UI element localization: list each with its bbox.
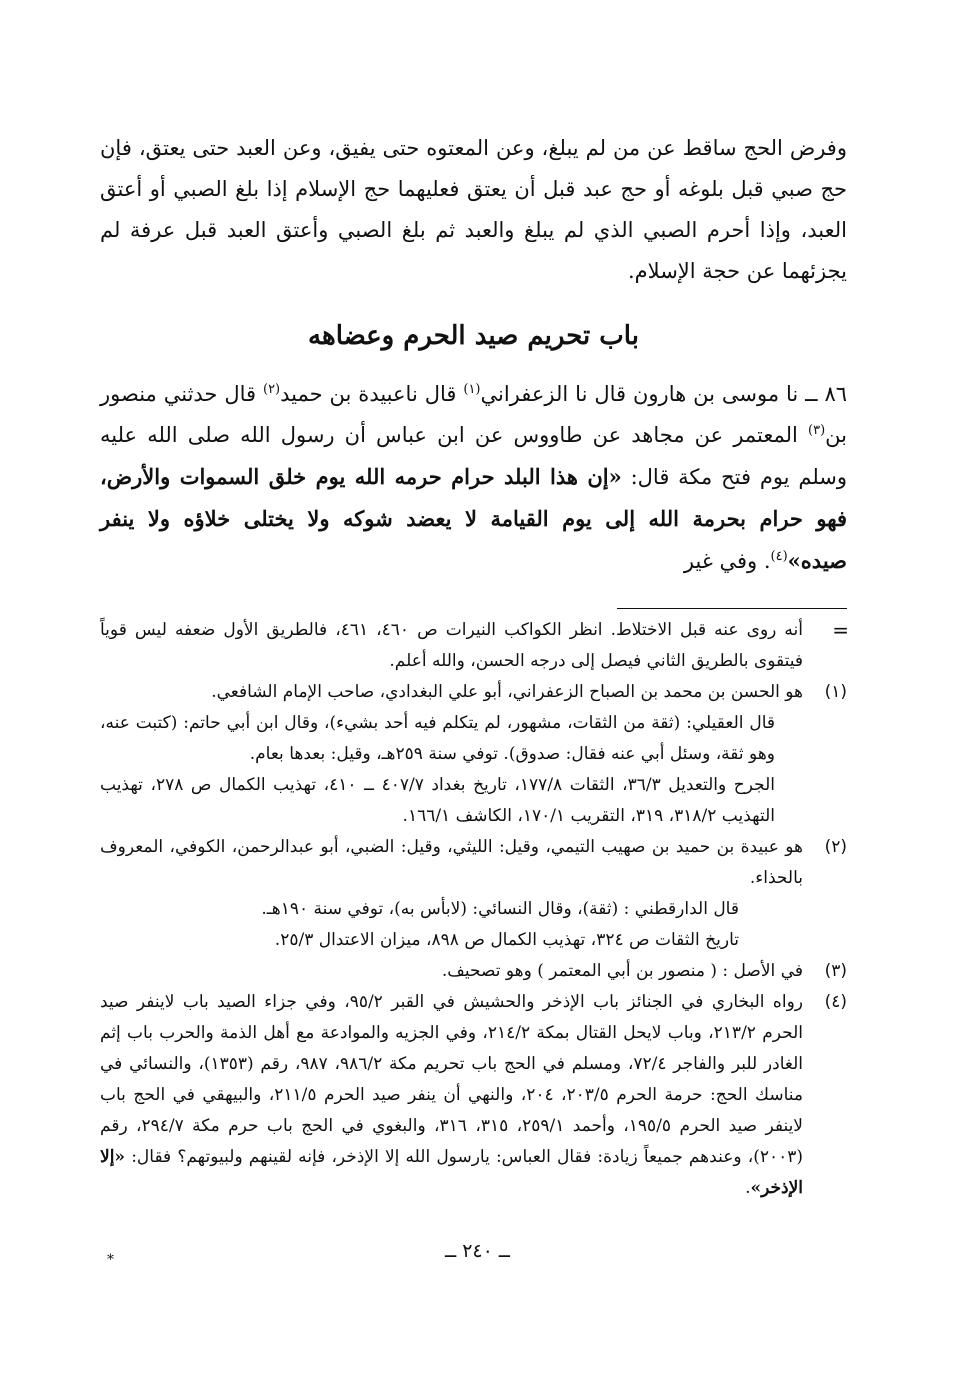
footnote-ref-4[interactable]: (٤) bbox=[770, 549, 788, 564]
footnote-marker: (١) bbox=[824, 682, 847, 702]
footnote-1 bbox=[100, 677, 847, 832]
footnote-marker: (٢) bbox=[824, 837, 847, 857]
footnote-text: . bbox=[745, 1178, 751, 1198]
footnote-marker: (٣) bbox=[824, 961, 847, 981]
footnote-ref-1[interactable]: (١) bbox=[463, 382, 481, 397]
footnote-4 bbox=[100, 987, 847, 1204]
footnote-text: الجرح والتعديل ٣٦/٣، الثقات ١٧٧/٨، تاريخ بغداد ٤٠٧/٧ ــ ٤١٠، تهذيب الكمال ص ٢٧٨، تهذيب التهذيب ٣١٨/٢، ٣١٩، التقريب ١٧٠/١، الكاشف ١٦٦/١. bbox=[100, 775, 775, 826]
page-body bbox=[100, 128, 847, 1204]
footnote-3 bbox=[100, 956, 847, 987]
footnote-text: تاريخ الثقات ص ٣٢٤، تهذيب الكمال ص ٨٩٨، ميزان الاعتدال ٢٥/٣. bbox=[274, 930, 739, 950]
asterisk-mark: * bbox=[107, 1252, 114, 1268]
continuation-marker: = bbox=[832, 618, 847, 642]
footnote-text: أنه روى عنه قبل الاختلاط. انظر الكواكب النيرات ص ٤٦٠، ٤٦١، فالطريق الأول ضعفه ليس قوياً فيتقوى بالطريق الثاني فيصل إلى درجه الحسن، والله أعلم. bbox=[100, 620, 804, 671]
hadith-quote: «إن هذا البلد حرام حرمه الله يوم خلق السموات والأرض، فهو حرام بحرمة الله إلى يوم القيامة لا يعضد شوكه ولا يختلى خلاؤه ولا ينفر صيده» bbox=[100, 464, 847, 573]
footnote-ref-3[interactable]: (٣) bbox=[808, 423, 826, 438]
footnote-text: هو الحسن بن محمد بن الصباح الزعفراني، أبو علي البغدادي، صاحب الإمام الشافعي. bbox=[211, 682, 803, 702]
paragraph-intro: وفرض الحج ساقط عن من لم يبلغ، وعن المعتوه حتى يفيق، وعن العبد حتى يعتق، فإن حج صبي قبل بلوغه أو حج عبد قبل أن يعتق فعليهما حج الإسلام إذا بلغ الصبي أو أعتق العبد، وإذا أحرم الصبي الذي لم يبلغ والعبد ثم بلغ الصبي وأعتق العبد قبل عرفة لم يجزئهما عن حجة الإسلام. bbox=[100, 136, 847, 283]
hadith-text: قال حدثني منصور بن bbox=[100, 382, 847, 447]
footnote-text: قال العقيلي: (ثقة من الثقات، مشهور، لم يتكلم فيه أحد بشيء)، وقال ابن أبي حاتم: (كتبت عنه، وهو ثقة، وسئل أبي عنه فقال: صدوق). توفي سنة ٢٥٩هـ، وقيل: بعدها بعام. bbox=[100, 713, 775, 764]
hadith-86 bbox=[100, 374, 847, 582]
hadith-text: المعتمر عن مجاهد عن طاووس عن ابن عباس أن رسول الله صلى الله عليه وسلم يوم فتح مكة قال: bbox=[100, 423, 848, 489]
hadith-text: . وفي غير bbox=[683, 549, 771, 573]
footnote-text bbox=[100, 987, 803, 1204]
footnote-marker: (٤) bbox=[824, 992, 847, 1012]
footnote-quote: «إلا الإذخر» bbox=[100, 1147, 803, 1198]
main-text bbox=[100, 128, 847, 582]
hadith-text: قال ناعبيدة بن حميد bbox=[280, 382, 464, 406]
footnote-2 bbox=[100, 832, 847, 956]
chapter-heading: باب تحريم صيد الحرم وعضاهه bbox=[308, 321, 639, 351]
footnote-continuation bbox=[100, 615, 847, 677]
footnote-text: رواه البخاري في الجنائز باب الإذخر والحشيش في القبر ٩٥/٢، وفي جزاء الصيد باب لاينفر صيد الحرم ٢١٣/٢، وباب لايحل القتال بمكة ٢١٤/٢، وفي الجزيه والموادعة مع أهل الذمة والحرب باب إثم الغادر للبر والفاجر ٧٢/٤، ومسلم في الحج باب تحريم مكة ٩٨٦/٢، ٩٨٧، رقم (١٣٥٣)، والنسائي في مناسك الحج: حرمة الحرم ٢٠٣/٥، ٢٠٤، والنهي أن ينفر صيد الحرم ٢١١/٥، والبيهقي في الحج باب لاينفر صيد الحرم ١٩٥/٥، وأحمد ٢٥٩/١، ٣١٥، ٣١٦، والبغوي في الحج باب حرم مكة ٢٩٤/٧، رقم (٢٠٠٣)، وعندهم جميعاً زيادة: فقال العباس: يارسول الله إلا الإذخر، فإنه لقينهم ولبيوتهم؟ فقال: bbox=[100, 992, 804, 1167]
footnote-text: في الأصل : ( منصور بن أبي المعتمر ) وهو تصحيف. bbox=[441, 961, 803, 981]
footnotes bbox=[100, 615, 847, 1204]
footnote-text: هو عبيدة بن حميد بن صهيب التيمي، وقيل: الليثي، وقيل: الضبي، أبو عبدالرحمن، الكوفي، المعروف بالحذاء. bbox=[100, 837, 803, 888]
footnote-ref-2[interactable]: (٢) bbox=[262, 382, 281, 397]
page-number: ــ ٢٤٠ ــ bbox=[445, 1240, 510, 1262]
footnote-text: قال الدارقطني : (ثقة)، وقال النسائي: (لابأس به)، توفي سنة ١٩٠هـ. bbox=[261, 899, 739, 919]
footnote-separator bbox=[617, 608, 847, 609]
hadith-text: ٨٦ ــ نا موسى بن هارون قال نا الزعفراني bbox=[480, 382, 847, 406]
